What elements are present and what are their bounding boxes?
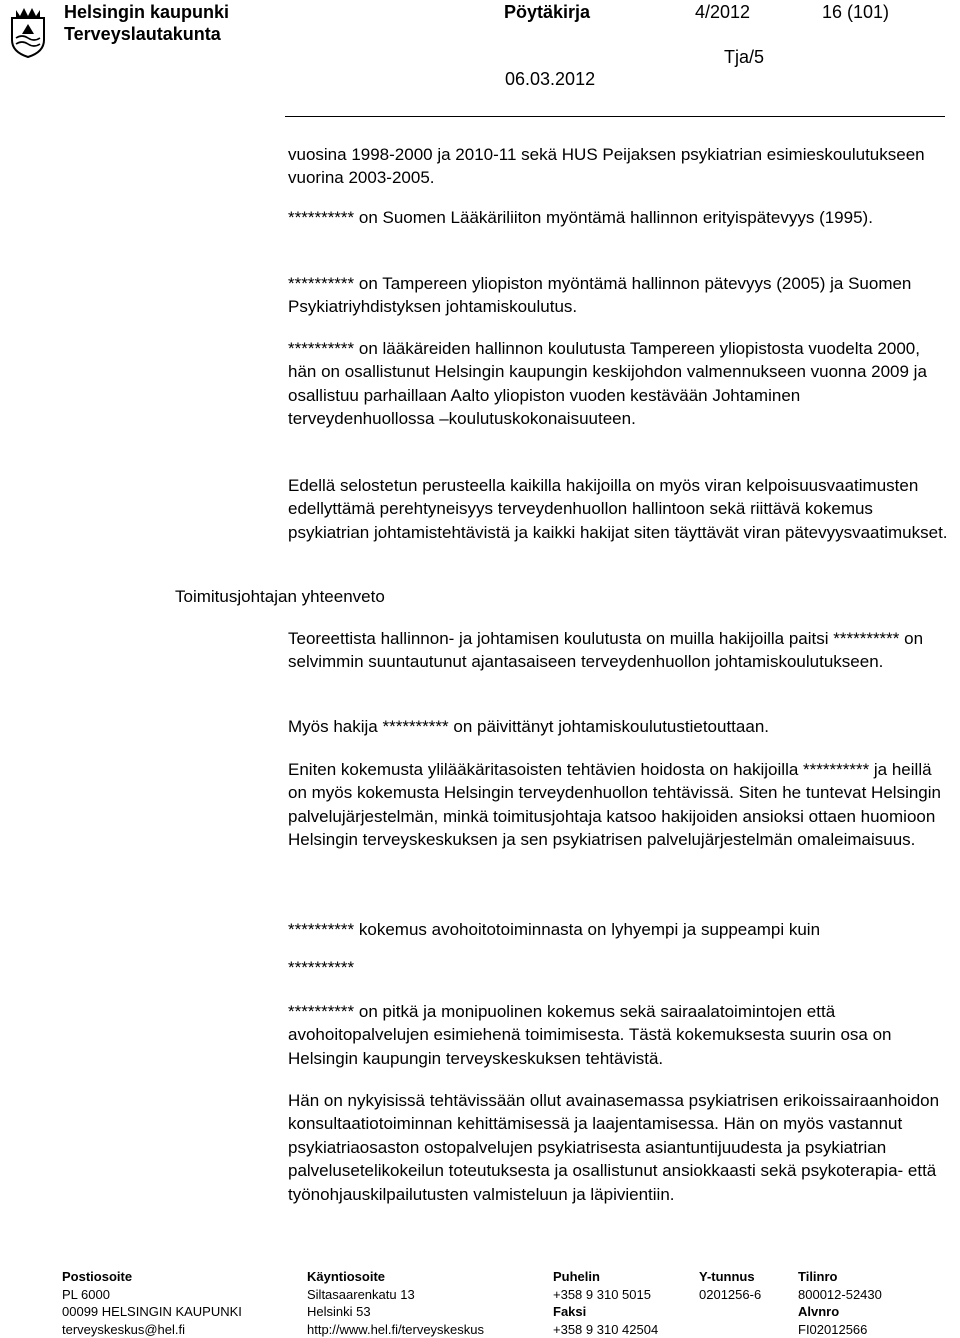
paragraph: Myös hakija ********** on päivittänyt johtamiskoulutustietouttaan. [288, 715, 948, 738]
footer-phone [553, 1268, 658, 1338]
paragraph: Eniten kokemusta ylilääkäritasoisten tehtävien hoidosta on hakijoilla ********** ja heillä on myös kokemusta Helsingin terveydenhuollon tehtävissä. Siten he tuntevat Helsingin palvelujärjestelmän, minkä toimitusjohtaja katsoo hakijoiden ansioksi ottaen huomioon Helsingin terveyskeskuksen ja sen psykiatrisen palvelujärjestelmän omaleimaisuus. [288, 758, 948, 852]
footer-value: FI02012566 [798, 1321, 882, 1338]
footer-visiting [307, 1268, 484, 1338]
footer-label: Faksi [553, 1303, 658, 1321]
footer-value: +358 9 310 5015 [553, 1286, 658, 1304]
paragraph: ********** on pitkä ja monipuolinen kokemus sekä sairaalatoimintojen että avohoitopalvelujen esimiehenä toimimisesta. Tästä kokemuksesta suurin osa on Helsingin kaupungin terveyskeskuksen tehtävistä. [288, 1000, 948, 1070]
footer-label: Käyntiosoite [307, 1268, 484, 1286]
paragraph: Hän on nykyisissä tehtävissään ollut avainasemassa psykiatrisen erikoissairaanhoidon konsultaatiotoiminnan kehittämisessä ja laajentamisessa. Hän on myös vastannut psykiatriaosaston ostopalvelujen psykiatrisesta asiantuntijuudesta ja psykiatrian palvelusetelikokeilun toteutuksesta ja osallistunut ansiokkaasti sekä psykoterapia- että työnohjauskilpailutusten valmisteluun ja läpivientiin. [288, 1089, 948, 1206]
footer-label: Alvnro [798, 1303, 882, 1321]
footer-value: +358 9 310 42504 [553, 1321, 658, 1338]
header-org: Helsingin kaupunki [64, 1, 229, 23]
footer-account [798, 1268, 882, 1338]
footer-business-id [699, 1268, 761, 1303]
header-doc-type: Pöytäkirja [504, 1, 590, 23]
paragraph: vuosina 1998-2000 ja 2010-11 sekä HUS Peijaksen psykiatrian esimieskoulutukseen vuorina 2003-2005. [288, 143, 948, 190]
footer-label: Postiosoite [62, 1268, 242, 1286]
footer-postal [62, 1268, 242, 1338]
paragraph: ********** kokemus avohoitotoiminnasta on lyhyempi ja suppeampi kuin [288, 918, 948, 941]
footer-value: Siltasaarenkatu 13 [307, 1286, 484, 1304]
footer-value: 00099 HELSINGIN KAUPUNKI [62, 1303, 242, 1321]
footer-label: Puhelin [553, 1268, 658, 1286]
header-rule [285, 116, 945, 117]
footer-value: Helsinki 53 [307, 1303, 484, 1321]
city-crest-logo [8, 4, 48, 58]
footer-website-link[interactable]: http://www.hel.fi/terveyskeskus [307, 1321, 484, 1338]
paragraph: ********** on Tampereen yliopiston myöntämä hallinnon pätevyys (2005) ja Suomen Psykiatriyhdistyksen johtamiskoulutus. [288, 272, 948, 319]
footer-email-link[interactable]: terveyskeskus@hel.fi [62, 1321, 242, 1338]
header-section: Tja/5 [724, 46, 764, 68]
header-committee: Terveyslautakunta [64, 23, 221, 45]
summary-heading: Toimitusjohtajan yhteenveto [175, 585, 385, 609]
footer-label: Tilinro [798, 1268, 882, 1286]
paragraph: ********** on Suomen Lääkäriliiton myöntämä hallinnon erityispätevyys (1995). [288, 206, 948, 229]
paragraph: Teoreettista hallinnon- ja johtamisen koulutusta on muilla hakijoilla paitsi ********** on selvimmin suuntautunut ajantasaiseen terveydenhuollon johtamiskoulutukseen. [288, 627, 948, 674]
paragraph: ********** [288, 956, 948, 979]
header-doc-number: 4/2012 [695, 1, 750, 23]
header-page-number: 16 (101) [822, 1, 889, 23]
footer-value: 800012-52430 [798, 1286, 882, 1304]
footer-value: 0201256-6 [699, 1286, 761, 1304]
footer-label: Y-tunnus [699, 1268, 761, 1286]
footer-value: PL 6000 [62, 1286, 242, 1304]
header-date: 06.03.2012 [505, 68, 595, 90]
paragraph: Edellä selostetun perusteella kaikilla hakijoilla on myös viran kelpoisuusvaatimusten edellyttämä perehtyneisyys terveydenhuollon hallintoon sekä riittävä kokemus psykiatrian johtamistehtävistä ja kaikki hakijat siten täyttävät viran pätevyysvaatimukset. [288, 474, 948, 544]
paragraph: ********** on lääkäreiden hallinnon koulutusta Tampereen yliopistosta vuodelta 2000, hän on osallistunut Helsingin kaupungin keskijohdon valmennukseen vuonna 2009 ja osallistuu parhaillaan Aalto yliopiston vuoden kestävään Johtaminen terveydenhuollossa –koulutuskokonaisuuteen. [288, 337, 948, 431]
